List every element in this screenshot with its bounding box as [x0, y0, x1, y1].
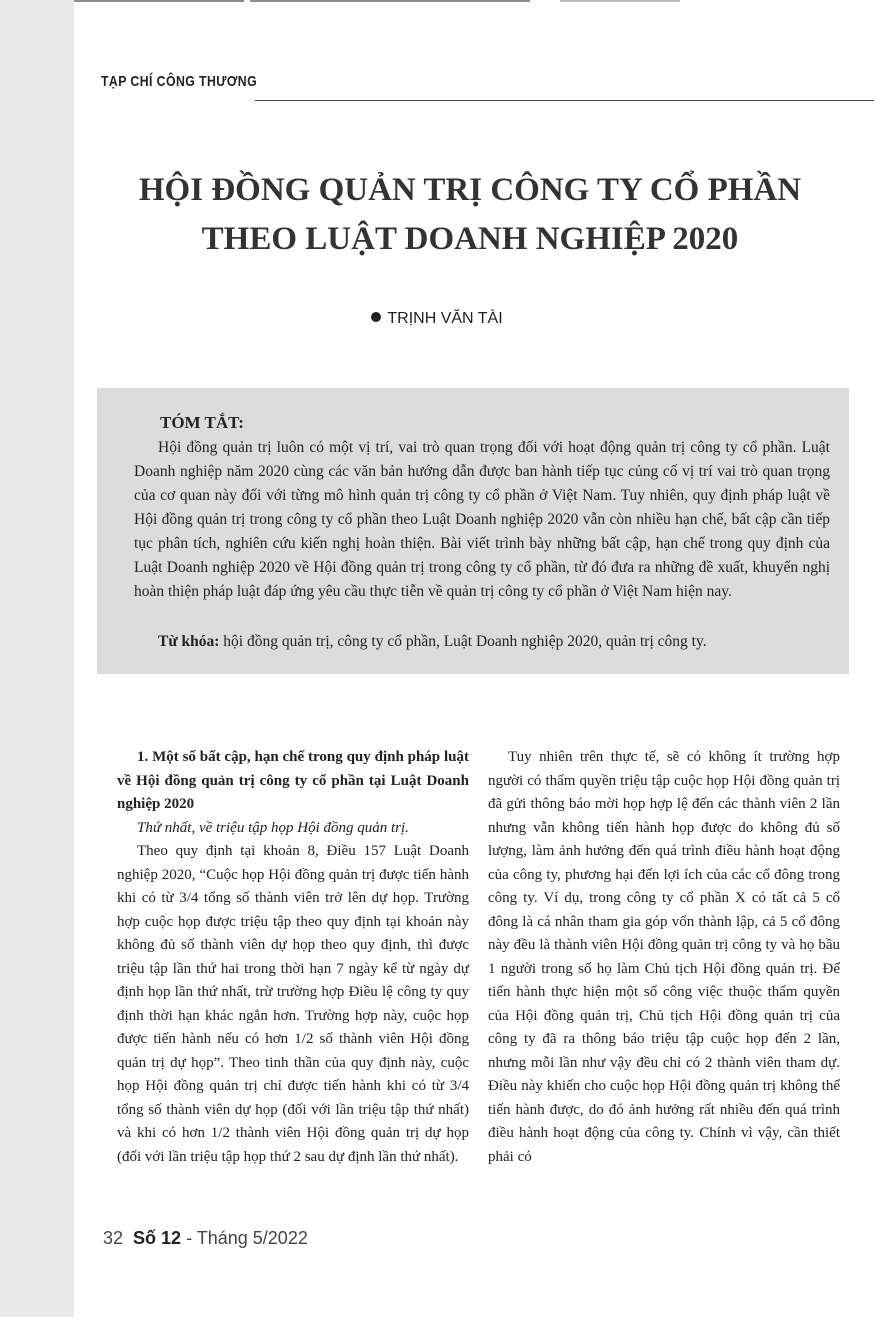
keywords-label: Từ khóa:	[158, 633, 220, 650]
title-line-1: HỘI ĐỒNG QUẢN TRỊ CÔNG TY CỔ PHẦN	[138, 172, 802, 208]
paragraph: Theo quy định tại khoản 8, Điều 157 Luật Doanh nghiệp 2020, “Cuộc họp Hội đồng quản trị được tiến hành khi có từ 3/4 tổng số thành viên trở lên dự họp. Trường hợp cuộc họp được triệu tập theo quy định tại khoản này không đủ số thành viên dự họp theo quy định, thì được triệu tập lần thứ hai trong thời hạn 7 ngày kể từ ngày dự định họp lần thứ nhất, trừ trường hợp Điều lệ công ty quy định thời hạn khác ngắn hơn. Trường hợp này, cuộc họp được tiến hành nếu có hơn 1/2 số thành viên Hội đồng quản trị dự họp”. Theo tinh thần của quy định này, cuộc họp Hội đồng quản trị chỉ được tiến hành khi có từ 3/4 tổng số thành viên dự họp (đối với lần triệu tập thứ nhất) và khi có hơn 1/2 thành viên Hội đồng quản trị dự họp (đối với lần triệu tập họp thứ 2 sau dự định lần thứ nhất).	[117, 843, 469, 1165]
top-rule	[250, 0, 530, 2]
issue-date: - Tháng 5/2022	[181, 1228, 308, 1248]
header-rule	[255, 100, 874, 101]
page-margin	[0, 0, 74, 1317]
top-rule	[74, 0, 244, 2]
page-number: 32	[103, 1228, 124, 1248]
journal-name: TẠP CHÍ CÔNG THƯƠNG	[101, 73, 258, 90]
section-heading: 1. Một số bất cập, hạn chế trong quy định pháp luật về Hội đồng quản trị công ty cổ phần tại Luật Doanh nghiệp 2020	[117, 749, 469, 812]
author-line	[0, 310, 874, 328]
abstract-text: Hội đồng quản trị luôn có một vị trí, vai trò quan trọng đối với hoạt động quản trị công ty cổ phần. Luật Doanh nghiệp năm 2020 cùng các văn bản hướng dẫn được ban hành tiếp tục củng cố vị trí vai trò quan trọng của cơ quan này đối với từng mô hình quản trị công ty cổ phần ở Việt Nam. Tuy nhiên, quy định pháp luật về Hội đồng quản trị trong công ty cổ phần theo Luật Doanh nghiệp 2020 vẫn còn nhiều hạn chế, bất cập cần tiếp tục phân tích, nghiên cứu kiến nghị hoàn thiện. Bài viết trình bày những bất cập, hạn chế trong quy định của Luật Doanh nghiệp 2020 về Hội đồng quản trị trong công ty cổ phần, từ đó đưa ra những đề xuất, khuyến nghị hoàn thiện pháp luật đáp ứng yêu cầu thực tiễn về quản trị công ty cổ phần ở Việt Nam hiện nay.	[134, 439, 830, 600]
page-footer	[103, 1228, 308, 1249]
keywords	[134, 630, 830, 654]
bullet-icon	[371, 312, 381, 322]
column-right	[488, 746, 840, 1169]
column-left	[117, 746, 469, 1169]
title-line-2: THEO LUẬT DOANH NGHIỆP 2020	[201, 221, 739, 257]
paragraph: Tuy nhiên trên thực tế, sẽ có không ít trường hợp người có thẩm quyền triệu tập cuộc họp Hội đồng quản trị đã gửi thông báo mời họp hợp lệ đến các thành viên 2 lần nhưng vẫn không tiến hành họp được do không đủ số lượng, làm ảnh hưởng đến quá trình điều hành hoạt động của công ty, phương hại đến lợi ích của các cổ đông trong công ty. Ví dụ, trong công ty cổ phần X có tất cả 5 cổ đông là cá nhân tham gia góp vốn thành lập, cả 5 cổ đông này đều là thành viên Hội đồng quản trị công ty và họ bầu 1 người trong số họ làm Chủ tịch Hội đồng quản trị. Để tiến hành thực hiện một số công việc thuộc thẩm quyền của Hội đồng quản trị, Chủ tịch Hội đồng quản trị của công ty đã ra thông báo triệu tập cuộc họp đến 2 lần, nhưng mỗi lần như vậy đều chỉ có 2 thành viên tham dự. Điều này khiến cho cuộc họp Hội đồng quản trị không thể tiến hành được, do đó ảnh hưởng rất nhiều đến quá trình điều hành hoạt động của công ty. Chính vì vậy, cần thiết phải có	[488, 749, 840, 1165]
issue-number: Số 12	[133, 1228, 182, 1248]
subheading: Thứ nhất, về triệu tập họp Hội đồng quản trị.	[137, 819, 409, 836]
abstract-heading: TÓM TẮT:	[160, 413, 244, 432]
author-name: TRỊNH VĂN TÀI	[387, 310, 503, 327]
keywords-list: hội đồng quản trị, công ty cổ phần, Luật Doanh nghiệp 2020, quản trị công ty.	[219, 633, 707, 650]
top-rule	[560, 0, 680, 2]
article-title	[90, 166, 850, 264]
